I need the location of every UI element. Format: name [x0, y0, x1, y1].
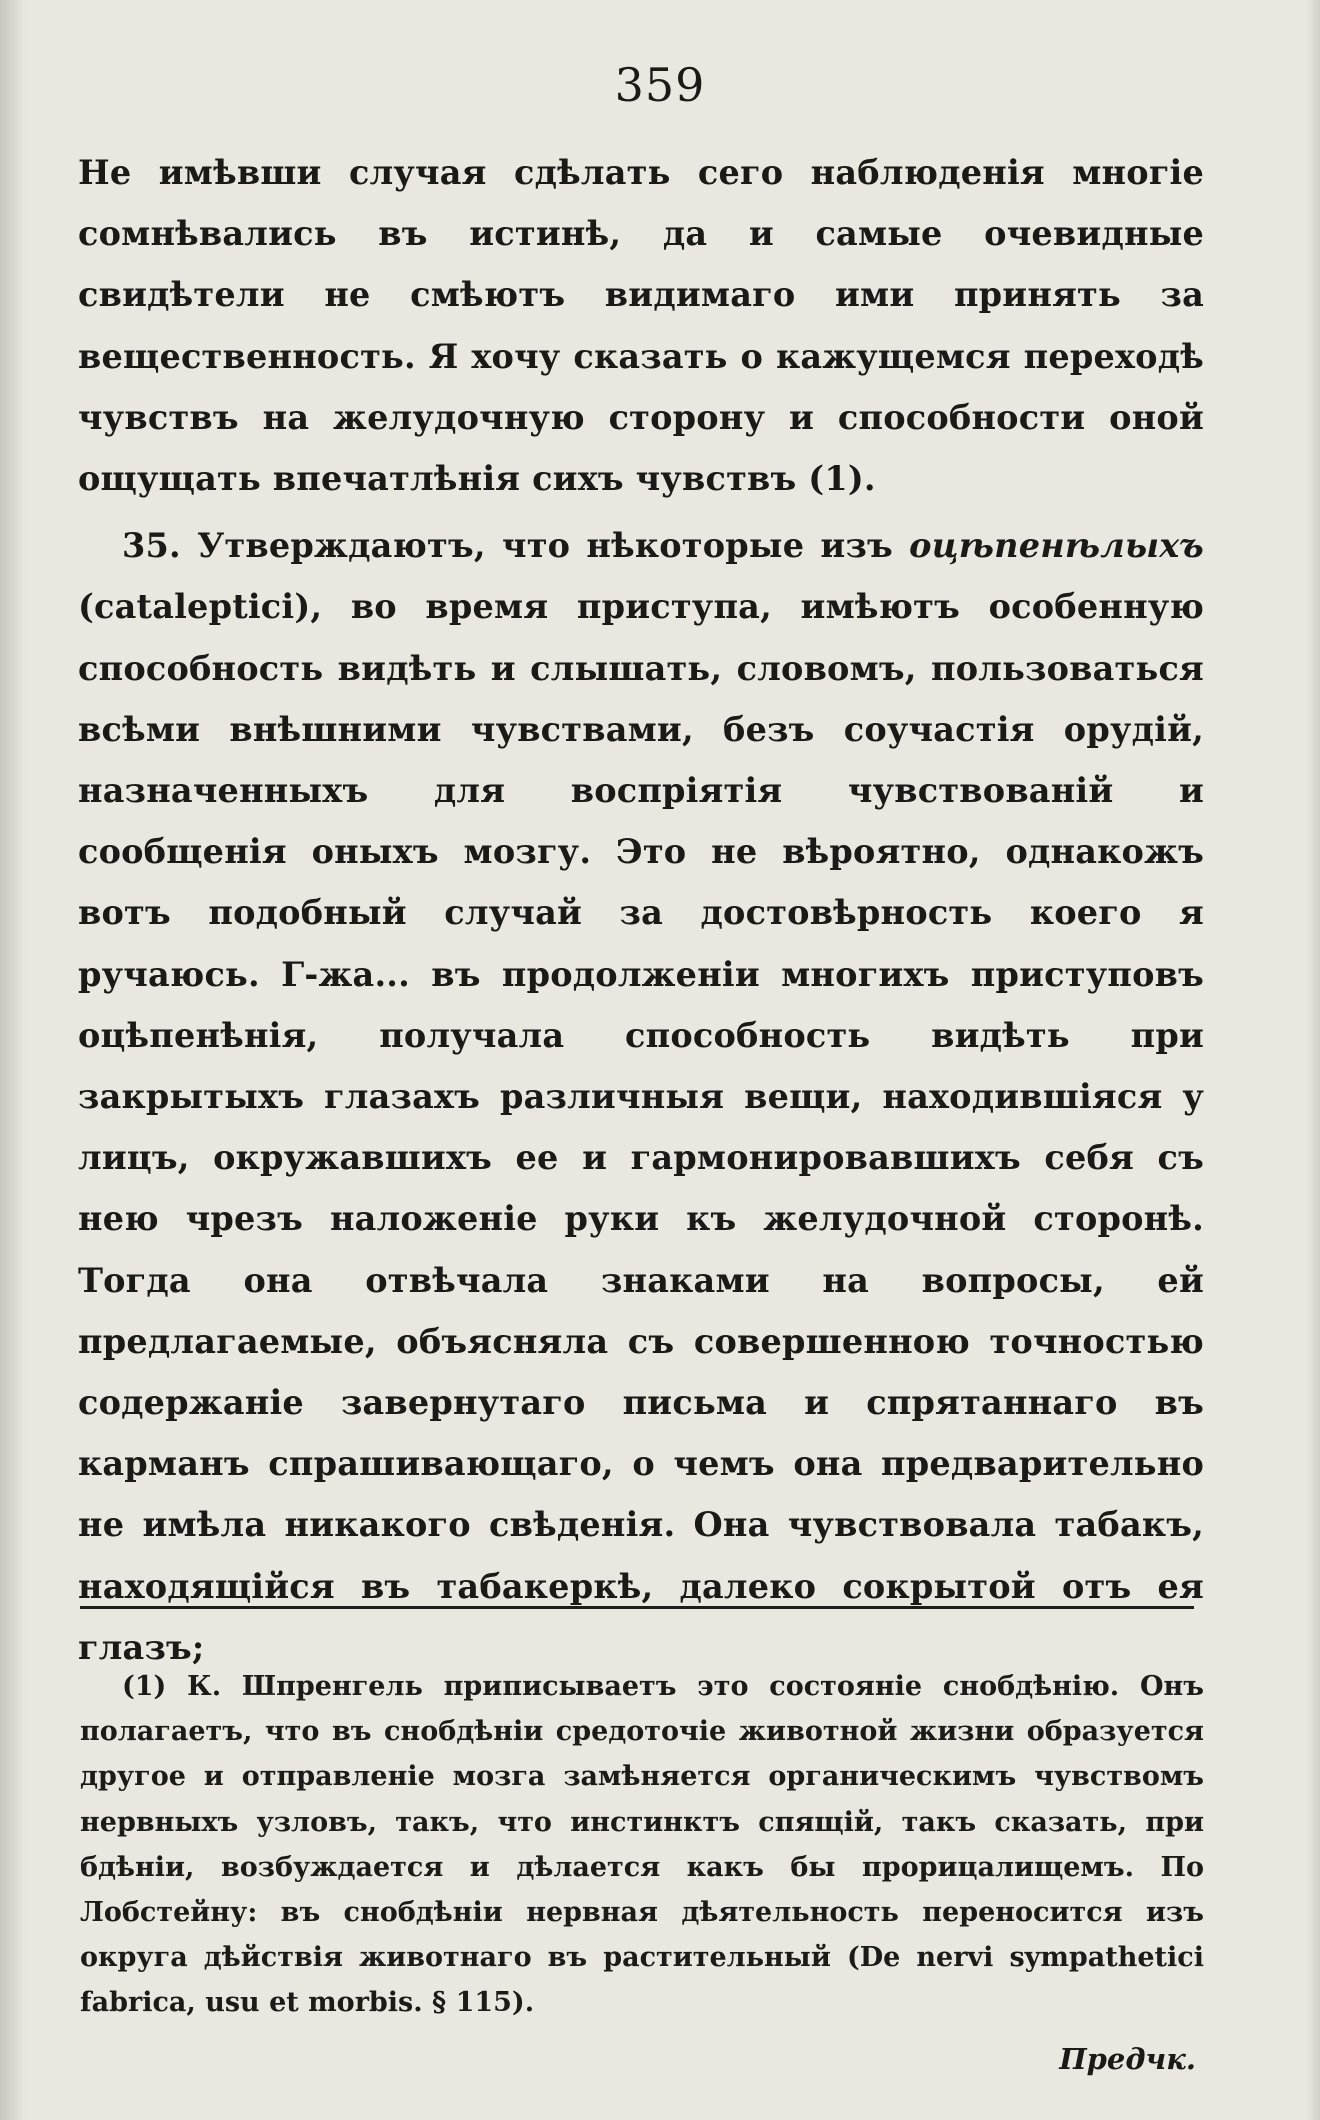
page-edge-shadow-right [1306, 0, 1320, 2120]
paragraph-2-lead: 35. Утверждаютъ, что нѣкоторые изъ [122, 526, 893, 566]
paragraph-1: Не имѣвши случая сдѣлать сего наблюденія многіе сомнѣвались въ истинѣ, да и самые очевидные свидѣтели не смѣютъ видимаго ими принять за вещественность. Я хочу сказать о кажущемся переходѣ чувствъ на желудочную сторону и способности оной ощущать впечатлѣнія сихъ чувствъ (1). [78, 153, 1204, 499]
paragraph-2-rest: (catalepticі), во время приступа, имѣютъ особенную способность видѣть и слышать, словомъ, пользоваться всѣми внѣшними чувствами, безъ соучастія орудій, назначенныхъ для воспріятія чувствованій и сообщенія оныхъ мозгу. Это не вѣроятно, однакожъ вотъ подобный случай за достовѣрность коего я ручаюсь. Г-жа... въ продолженіи многихъ приступовъ оцѣпенѣнія, получала способность видѣть при закрытыхъ глазахъ различныя вещи, находившіяся у лицъ, окружавшихъ ее и гармонировавшихъ себя съ нею чрезъ наложеніе руки къ желудочной сторонѣ. Тогда она отвѣчала знаками на вопросы, ей предлагаемые, объясняла съ совершенною точностью содержаніе завернутаго письма и спрятаннаго въ карманъ спрашивающаго, о чемъ она предварительно не имѣла никакого свѣденія. Она чувствовала табакъ, находящійся въ табакеркѣ, далеко сокрытой отъ ея глазъ; [78, 587, 1204, 1667]
page-edge-shadow-left [0, 0, 26, 2120]
footnote-1: (1) К. Шпренгель приписываетъ это состояніе снобдѣнію. Онъ полагаетъ, что въ снобдѣніи средоточіе животной жизни образуется другое и отправленіе мозга замѣняется органическимъ чувствомъ нервныхъ узловъ, такъ, что инстинктъ спящій, такъ сказать, при бдѣніи, возбуждается и дѣлается какъ бы прорицалищемъ. По Лобстейну: въ снобдѣніи нервная дѣятельность переносится изъ округа дѣйствія животнаго въ растительный (De nervi sympathetici fabrica, usu et morbis. § 115). [80, 1671, 1204, 2019]
page-number: 359 [614, 58, 706, 112]
footnote-separator-rule [80, 1606, 1194, 1609]
paragraph-2 [78, 515, 1204, 1678]
italic-term: оцѣпенѣлыхъ [909, 526, 1204, 566]
main-text-body [78, 142, 1204, 1678]
catchword: Предчк. [1059, 2042, 1196, 2076]
footnotes [80, 1664, 1204, 2026]
